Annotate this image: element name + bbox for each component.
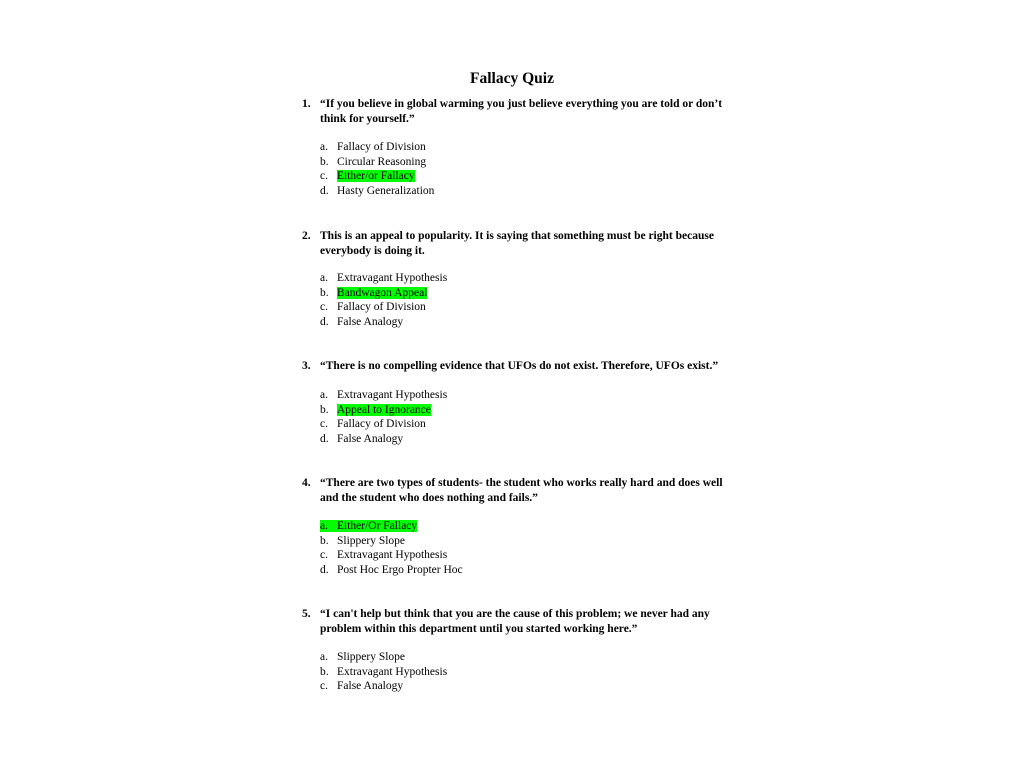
option-label: Fallacy of Division: [337, 418, 426, 430]
answer-option-b: [320, 155, 434, 170]
question-number: 4.: [302, 477, 311, 489]
question-number: 3.: [302, 360, 311, 372]
answer-option-c: [320, 417, 447, 432]
answer-option-c: [320, 169, 434, 184]
option-label: Fallacy of Division: [337, 301, 426, 313]
option-label-highlighted: Either/Or Fallacy: [337, 520, 418, 532]
answer-options: [320, 388, 447, 446]
option-letter: d.: [320, 563, 329, 576]
option-label: Extravagant Hypothesis: [337, 389, 448, 401]
option-letter: b.: [320, 286, 329, 299]
option-letter: a.: [320, 520, 328, 532]
option-label-highlighted: Bandwagon Appeal: [337, 286, 428, 299]
answer-option-b: [320, 286, 447, 301]
option-letter: b.: [320, 534, 329, 547]
answer-option-d: [320, 432, 447, 447]
answer-option-a: [320, 271, 447, 286]
answer-option-c: [320, 300, 447, 315]
question-number: 2.: [302, 230, 311, 242]
answer-options: [320, 519, 463, 577]
option-label: Fallacy of Division: [337, 141, 426, 153]
option-label: Circular Reasoning: [337, 155, 427, 168]
answer-options: [320, 271, 447, 329]
option-label: Post Hoc Ergo Propter Hoc: [337, 563, 463, 576]
option-label: Extravagant Hypothesis: [337, 272, 448, 284]
answer-option-a: [320, 140, 434, 155]
answer-option-d: [320, 315, 447, 330]
question-text: “There are two types of students- the student who works really hard and does well and the student who does nothing and fails.”: [320, 477, 723, 504]
answer-options: [320, 650, 447, 694]
answer-option-d: [320, 563, 463, 578]
answer-option-a: [320, 388, 447, 403]
answer-option-c: [320, 679, 447, 694]
option-label: Hasty Generalization: [337, 184, 435, 197]
option-letter: c.: [320, 418, 328, 430]
option-label: Extravagant Hypothesis: [337, 665, 448, 678]
option-letter: b.: [320, 665, 329, 678]
question-number: 1.: [302, 98, 311, 110]
answer-option-a: [320, 519, 463, 534]
option-letter: a.: [320, 389, 328, 401]
question-text: “There is no compelling evidence that UFOs do not exist. Therefore, UFOs exist.”: [320, 360, 719, 372]
question-text: “I can't help but think that you are the cause of this problem; we never had any problem within this department until you started working here.”: [320, 608, 710, 635]
page-title: Fallacy Quiz: [470, 70, 554, 87]
option-letter: d.: [320, 432, 329, 445]
option-label-highlighted: Either/or Fallacy: [337, 170, 415, 182]
option-letter: c.: [320, 680, 328, 692]
option-letter: b.: [320, 403, 329, 416]
answer-option-d: [320, 184, 434, 199]
answer-option-b: [320, 403, 447, 418]
option-letter: c.: [320, 170, 328, 182]
option-letter: b.: [320, 155, 329, 168]
answer-option-a: [320, 650, 447, 665]
option-letter: c.: [320, 301, 328, 313]
option-label: Slippery Slope: [337, 651, 406, 663]
option-label: False Analogy: [337, 680, 404, 692]
answer-option-c: [320, 548, 463, 563]
option-label: False Analogy: [337, 315, 404, 328]
answer-options: [320, 140, 434, 198]
question-text: This is an appeal to popularity. It is saying that something must be right because everybody is doing it.: [320, 230, 714, 257]
answer-option-b: [320, 665, 447, 680]
option-letter: a.: [320, 651, 328, 663]
option-letter: d.: [320, 184, 329, 197]
option-highlight-span: [320, 520, 417, 532]
option-letter: d.: [320, 315, 329, 328]
option-label: Slippery Slope: [337, 534, 406, 547]
option-label: Extravagant Hypothesis: [337, 549, 448, 561]
question-text: “If you believe in global warming you just believe everything you are told or don’t think for yourself.”: [320, 98, 723, 125]
option-label: False Analogy: [337, 432, 404, 445]
option-letter: a.: [320, 141, 328, 153]
option-letter: c.: [320, 549, 328, 561]
question-number: 5.: [302, 608, 311, 620]
option-label-highlighted: Appeal to Ignorance: [337, 403, 431, 416]
option-letter: a.: [320, 272, 328, 284]
answer-option-b: [320, 534, 463, 549]
